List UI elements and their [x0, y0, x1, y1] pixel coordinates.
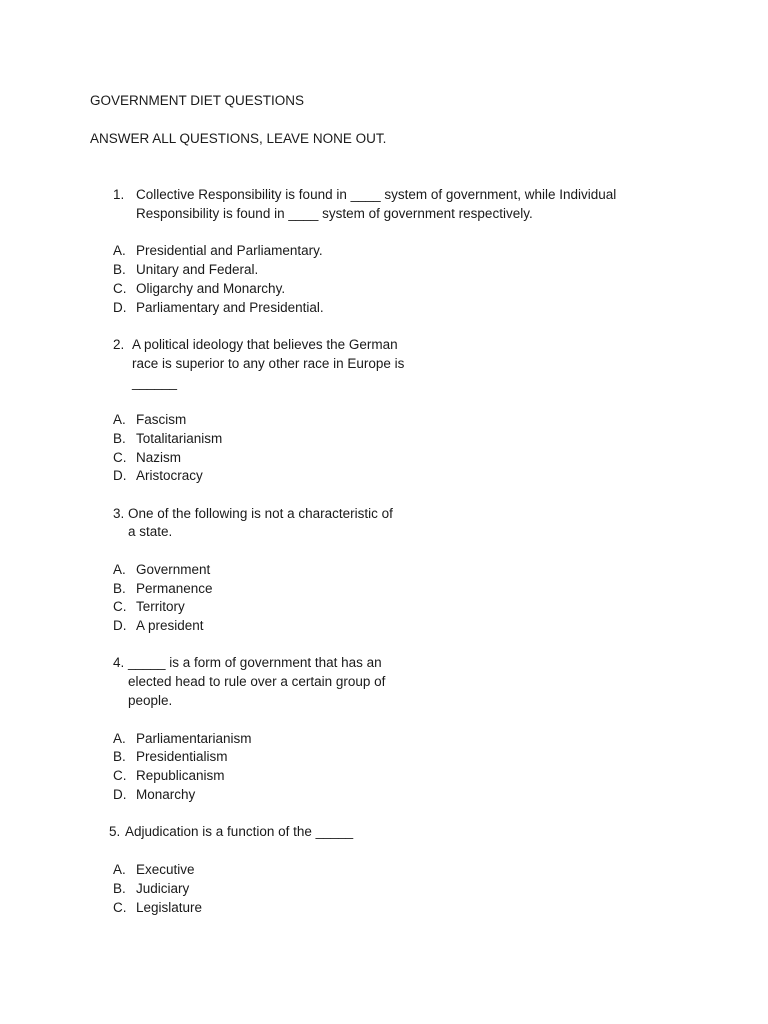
question-number: 3. — [113, 506, 125, 521]
question-text-line: people. — [128, 693, 173, 708]
option-letter: A. — [113, 412, 126, 427]
question-text-line: race is superior to any other race in Europe is — [132, 356, 405, 371]
question-text-line: elected head to rule over a certain group of — [128, 674, 386, 689]
option-letter: C. — [113, 768, 127, 783]
option-text: Oligarchy and Monarchy. — [136, 281, 286, 296]
option-letter: D. — [113, 618, 127, 633]
question-text-line: One of the following is not a characteristic of — [128, 506, 393, 521]
option-text: Executive — [136, 862, 195, 877]
question-number: 2. — [113, 337, 125, 352]
option-letter: A. — [113, 562, 126, 577]
option-letter: B. — [113, 262, 126, 277]
option-letter: C. — [113, 450, 127, 465]
option-text: Republicanism — [136, 768, 225, 783]
question-text-line: Responsibility is found in ____ system of government respectively. — [136, 206, 533, 221]
option-text: Territory — [136, 599, 185, 614]
option-letter: D. — [113, 787, 127, 802]
document-instruction: ANSWER ALL QUESTIONS, LEAVE NONE OUT. — [90, 131, 387, 146]
option-letter: A. — [113, 862, 126, 877]
option-text: Presidentialism — [136, 749, 228, 764]
option-letter: D. — [113, 468, 127, 483]
option-text: Parliamentarianism — [136, 731, 252, 746]
option-letter: C. — [113, 281, 127, 296]
option-letter: A. — [113, 243, 126, 258]
option-text: Totalitarianism — [136, 431, 223, 446]
option-text: Legislature — [136, 900, 203, 915]
option-letter: B. — [113, 881, 126, 896]
question-text-line: A political ideology that believes the German — [132, 337, 398, 352]
option-letter: B. — [113, 581, 126, 596]
question-text-line: _____ is a form of government that has an — [128, 655, 382, 670]
question-text-line: Adjudication is a function of the _____ — [125, 824, 354, 839]
question-text-line: Collective Responsibility is found in ____ system of government, while Individual — [136, 187, 617, 202]
option-text: Government — [136, 562, 211, 577]
option-letter: D. — [113, 300, 127, 315]
option-letter: C. — [113, 900, 127, 915]
question-number: 4. — [113, 655, 125, 670]
option-letter: A. — [113, 731, 126, 746]
option-text: Permanence — [136, 581, 213, 596]
option-letter: B. — [113, 749, 126, 764]
option-text: Fascism — [136, 412, 187, 427]
question-text-line: a state. — [128, 524, 173, 539]
option-text: A president — [136, 618, 204, 633]
option-text: Nazism — [136, 450, 182, 465]
option-text: Presidential and Parliamentary. — [136, 243, 323, 258]
question-text-line: ______ — [132, 375, 178, 390]
question-number: 5. — [109, 824, 121, 839]
option-text: Parliamentary and Presidential. — [136, 300, 324, 315]
option-letter: B. — [113, 431, 126, 446]
question-number: 1. — [113, 187, 125, 202]
document-title: GOVERNMENT DIET QUESTIONS — [90, 93, 305, 108]
option-text: Aristocracy — [136, 468, 203, 483]
option-letter: C. — [113, 599, 127, 614]
option-text: Unitary and Federal. — [136, 262, 259, 277]
option-text: Monarchy — [136, 787, 196, 802]
option-text: Judiciary — [136, 881, 190, 896]
